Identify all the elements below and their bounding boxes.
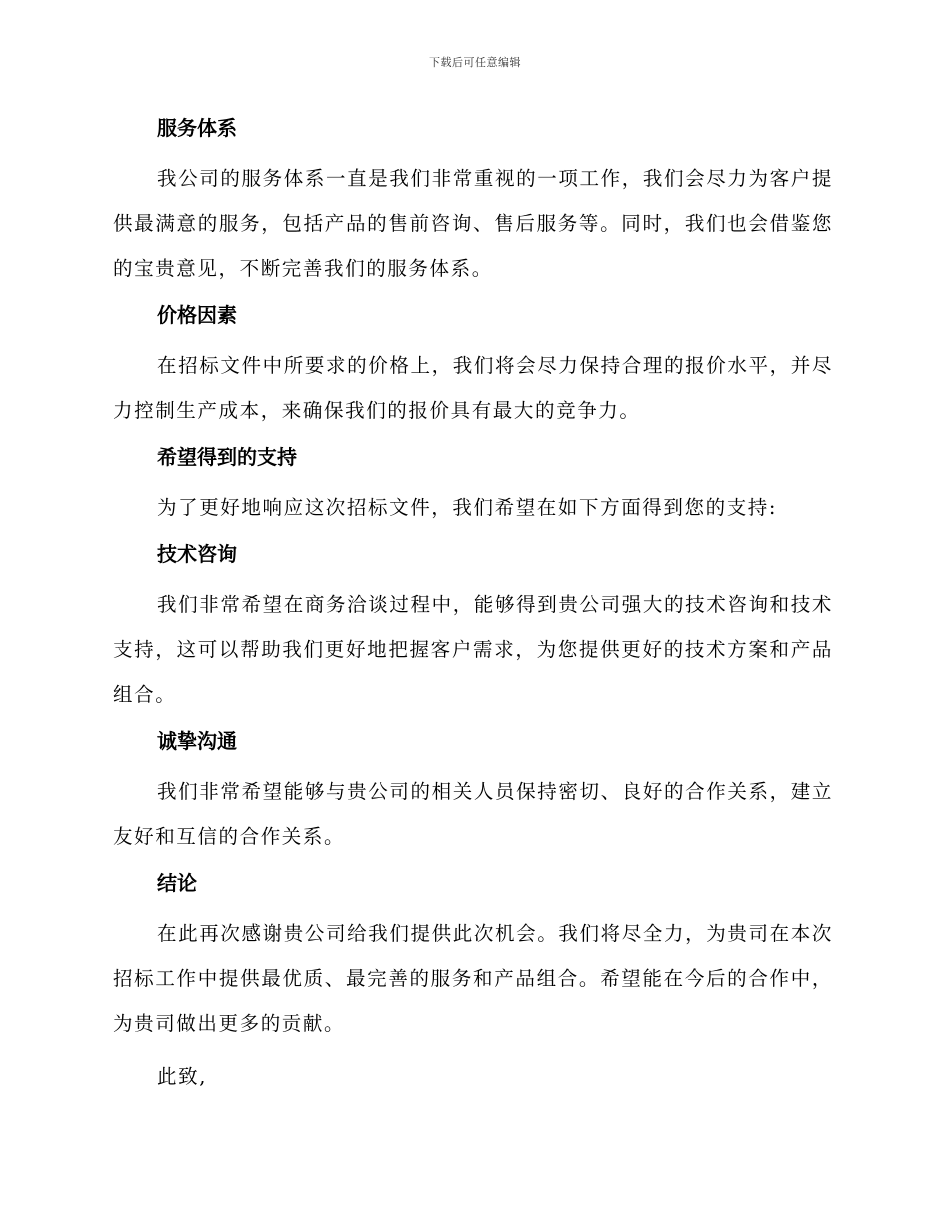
section-heading-price-factors: 价格因素 bbox=[157, 303, 237, 327]
document-body bbox=[113, 108, 833, 1103]
section-paragraph-sincere-communication: 我们非常希望能够与贵公司的相关人员保持密切、良好的合作关系，建立友好和互信的合作关系。 bbox=[113, 780, 833, 848]
section-paragraph-conclusion: 在此再次感谢贵公司给我们提供此次机会。我们将尽全力，为贵司在本次招标工作中提供最优质、最完善的服务和产品组合。希望能在今后的合作中，为贵司做出更多的贡献。 bbox=[113, 922, 833, 1035]
closing-salutation: 此致, bbox=[157, 1065, 207, 1088]
section-heading-support-wanted: 希望得到的支持 bbox=[157, 445, 297, 469]
section-heading-sincere-communication: 诚挚沟通 bbox=[157, 729, 237, 753]
page-header: 下载后可任意编辑 bbox=[429, 56, 521, 69]
section-paragraph-service-system: 我公司的服务体系一直是我们非常重视的一项工作，我们会尽力为客户提供最满意的服务，包括产品的售前咨询、售后服务等。同时，我们也会借鉴您的宝贵意见，不断完善我们的服务体系。 bbox=[113, 167, 833, 280]
section-heading-service-system: 服务体系 bbox=[157, 116, 237, 140]
section-paragraph-technical-consulting: 我们非常希望在商务洽谈过程中，能够得到贵公司强大的技术咨询和技术支持，这可以帮助我们更好地把握客户需求，为您提供更好的技术方案和产品组合。 bbox=[113, 593, 833, 706]
section-paragraph-support-wanted: 为了更好地响应这次招标文件，我们希望在如下方面得到您的支持: bbox=[157, 496, 778, 519]
section-heading-technical-consulting: 技术咨询 bbox=[157, 542, 237, 566]
section-heading-conclusion: 结论 bbox=[157, 871, 197, 895]
section-paragraph-price-factors: 在招标文件中所要求的价格上，我们将会尽力保持合理的报价水平，并尽力控制生产成本，来确保我们的报价具有最大的竞争力。 bbox=[113, 354, 833, 422]
